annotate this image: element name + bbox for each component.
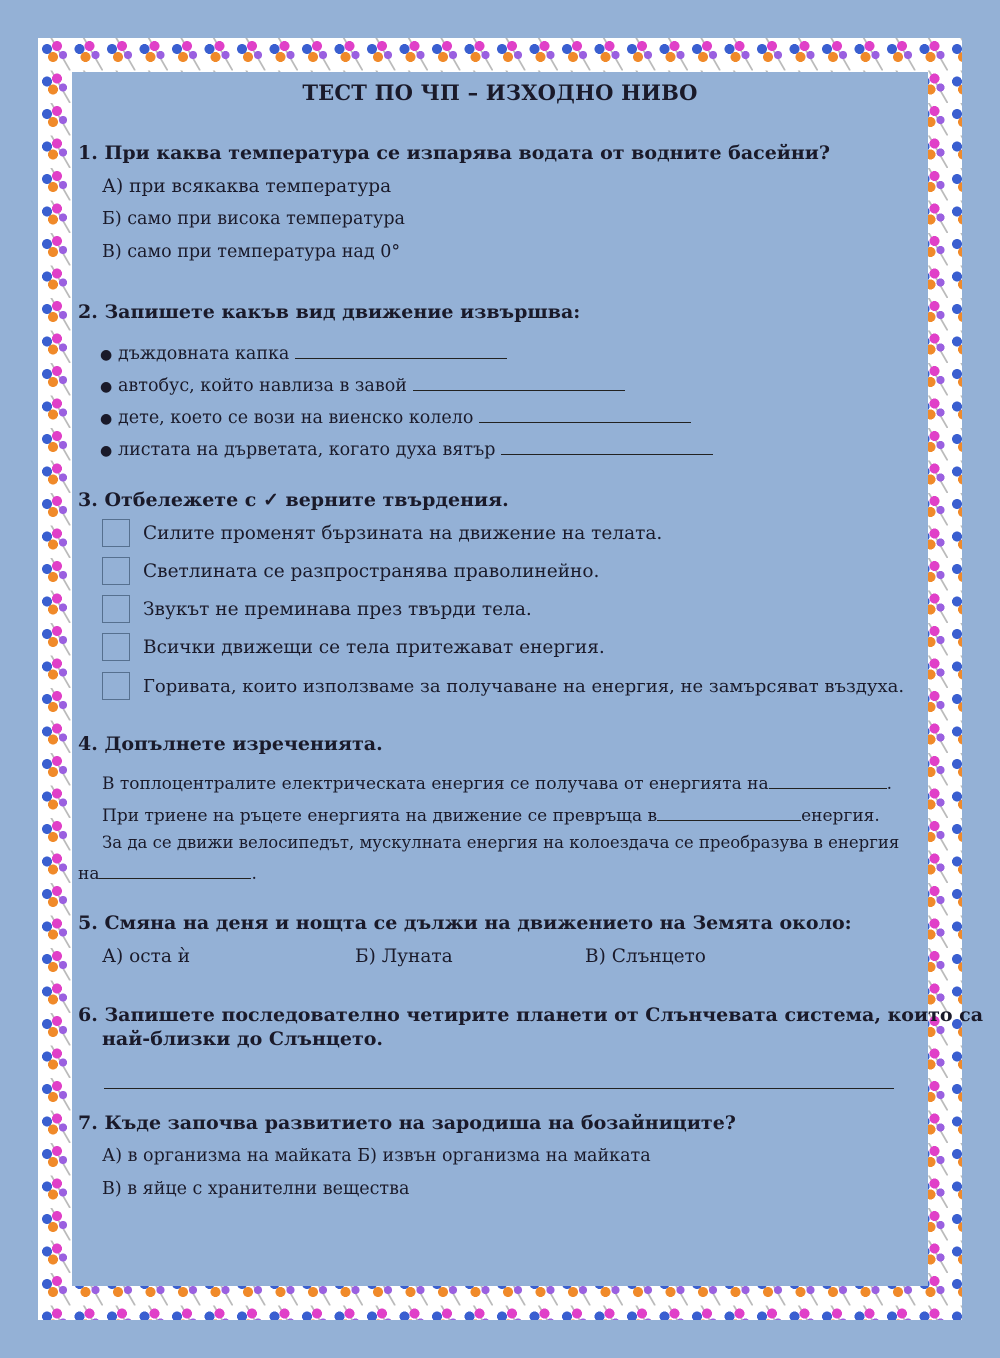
bullet-icon: ●	[100, 411, 113, 427]
q1-option-a: А) при всякаква температура	[102, 176, 392, 197]
question-2: 2. Запишете какъв вид движение извършва:	[78, 301, 581, 323]
q3-statement-1-label: Силите променят бързината на движение на телата.	[143, 522, 663, 544]
answer-blank[interactable]	[413, 376, 625, 391]
checkbox[interactable]	[102, 595, 130, 623]
question-4: 4. Допълнете изреченията.	[78, 733, 383, 755]
q2-item-4	[100, 440, 713, 460]
answer-blank[interactable]	[769, 774, 887, 789]
q3-statement-4	[102, 633, 605, 661]
q2-item-1	[100, 344, 507, 364]
bullet-icon: ●	[100, 379, 113, 395]
q7-option-c: В) в яйце с хранителни вещества	[102, 1179, 410, 1199]
answer-blank[interactable]	[501, 440, 713, 455]
question-5: 5. Смяна на деня и нощта се дължи на движението на Земята около:	[78, 912, 852, 934]
q2-item-1-label: дъждовната капка	[118, 344, 290, 364]
q4-sentence-3: За да се движи велосипедът, мускулната енергия на колоездача се преобразува в енергия	[102, 833, 900, 852]
q4-sentence-3-end: .	[251, 864, 257, 884]
checkbox[interactable]	[102, 519, 130, 547]
q4-sentence-2	[102, 806, 880, 826]
question-3: 3. Отбележете с ✓ верните твърдения.	[78, 489, 509, 511]
q6-answer-line[interactable]	[104, 1088, 894, 1089]
q4-sentence-1-end: .	[886, 774, 893, 794]
q3-statement-3	[102, 595, 532, 623]
q5-option-b: Б) Луната	[355, 946, 453, 967]
answer-blank[interactable]	[657, 806, 801, 821]
q3-statement-2-label: Светлината се разпространява праволинейно.	[143, 560, 600, 582]
q7-options-ab: А) в организма на майката Б) извън организма на майката	[102, 1146, 651, 1166]
q2-item-3-label: дете, което се вози на виенско колело	[118, 408, 474, 428]
q4-sentence-2-end: енергия.	[801, 806, 880, 826]
q2-item-3	[100, 408, 691, 428]
q3-statement-5-label: Горивата, които използваме за получаване на енергия, не замърсяват въздуха.	[143, 675, 905, 697]
question-7: 7. Къде започва развитието на зародиша на бозайниците?	[78, 1112, 736, 1134]
q2-item-2-label: автобус, който навлиза в завой	[118, 376, 407, 396]
q3-statement-4-label: Всички движещи се тела притежават енергия.	[143, 636, 605, 658]
bullet-icon: ●	[100, 347, 113, 363]
q3-statement-3-label: Звукът не преминава през твърди тела.	[143, 598, 532, 620]
answer-blank[interactable]	[295, 344, 507, 359]
bullet-icon: ●	[100, 443, 113, 459]
q5-option-a: А) оста ѝ	[102, 946, 191, 967]
question-6-cont: най-близки до Слънцето.	[102, 1028, 384, 1050]
checkbox[interactable]	[102, 557, 130, 585]
q4-sentence-1-text: В топлоцентралите електрическата енергия се получава от енергията на	[102, 774, 769, 794]
checkbox[interactable]	[102, 672, 130, 700]
q4-sentence-3-cont	[78, 864, 257, 884]
answer-blank[interactable]	[99, 864, 251, 879]
checkbox[interactable]	[102, 633, 130, 661]
q5-option-c: В) Слънцето	[585, 946, 706, 967]
question-6: 6. Запишете последователно четирите планети от Слънчевата система, които са	[78, 1004, 984, 1026]
q2-item-2	[100, 376, 625, 396]
question-1: 1. При каква температура се изпарява водата от водните басейни?	[78, 142, 831, 164]
q4-sentence-2-text: При триене на ръцете енергията на движение се превръща в	[102, 806, 658, 826]
q4-sentence-3-prefix: на	[78, 864, 100, 884]
page-title: ТЕСТ ПО ЧП – ИЗХОДНО НИВО	[302, 80, 698, 105]
q2-item-4-label: листата на дърветата, когато духа вятър	[118, 440, 496, 460]
q3-statement-2	[102, 557, 599, 585]
q1-option-b: Б) само при висока температура	[102, 209, 405, 229]
q3-statement-5	[102, 672, 904, 700]
q3-statement-1	[102, 519, 662, 547]
answer-blank[interactable]	[479, 408, 691, 423]
q4-sentence-1	[102, 774, 892, 794]
q1-option-c: В) само при температура над 0°	[102, 242, 401, 262]
